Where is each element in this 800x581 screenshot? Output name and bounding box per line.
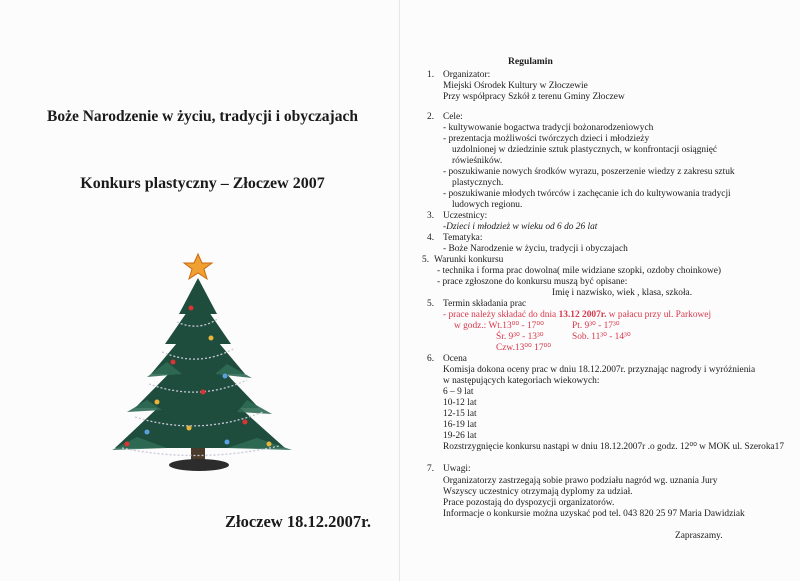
conditions-line: - technika i forma prac dowolna( mile widziane szopki, ozdoby choinkowe) (437, 266, 722, 276)
section-title: Cele: (443, 112, 463, 122)
hours-friday: Pt. 9³⁰ - 17³⁰ (572, 321, 620, 331)
age-category: 16-19 lat (443, 420, 477, 430)
goal-line: - poszukiwanie młodych twórców i zachęcanie ich do kultywowania tradycji (443, 189, 731, 199)
conditions-line: Imię i nazwisko, wiek , klasa, szkoła. (552, 288, 693, 298)
hours-thursday: Czw.13⁰⁰ 17⁰⁰ (496, 343, 552, 353)
right-page (400, 0, 800, 581)
section-number: 6. (427, 354, 435, 364)
section-number: 4. (427, 233, 435, 243)
theme-line: - Boże Narodzenie w życiu, tradycji i obyczajach (443, 244, 628, 254)
participants-line: -Dzieci i młodzież w wieku od 6 do 26 lat (443, 222, 598, 232)
section-title: Uwagi: (443, 464, 471, 474)
remarks-line: Wszyscy uczestnicy otrzymają dyplomy za udział. (443, 487, 633, 497)
goal-line: plastycznych. (452, 178, 504, 188)
deadline-line: - prace należy składać do dnia 13.12 2007r. w pałacu przy ul. Parkowej (443, 310, 712, 320)
age-category: 10-12 lat (443, 398, 477, 408)
date-place-line: Złoczew 18.12.2007r. (225, 512, 372, 531)
age-category: 12-15 lat (443, 409, 477, 419)
section-title: Ocena (443, 354, 467, 364)
organizer-cooperation: Przy współpracy Szkół z terenu Gminy Złoczew (443, 92, 625, 102)
goal-line: - poszukiwanie nowych środków wyrazu, poszerzenie wiedzy z zakresu sztuk (443, 167, 735, 177)
section-title: Organizator: (443, 70, 491, 80)
tree-branches (115, 278, 285, 448)
remarks-line: Organizatorzy zastrzegają sobie prawo podziału nagród wg. uznania Jury (443, 476, 718, 486)
section-number: 2. (427, 112, 435, 122)
section-number: 5. (427, 299, 435, 309)
section-number: 5. (422, 255, 430, 265)
organizer-name: Miejski Ośrodek Kultury w Złoczewie (443, 81, 588, 91)
contest-subtitle: Konkurs plastyczny – Złoczew 2007 (80, 175, 325, 192)
evaluation-line: w następujących kategoriach wiekowych: (443, 376, 600, 386)
age-category: 6 – 9 lat (443, 387, 474, 397)
section-title: Tematyka: (443, 233, 483, 243)
goal-line: - prezentacja możliwości twórczych dzieci i młodzieży (443, 134, 650, 144)
christmas-tree-icon (107, 252, 297, 482)
goal-line: ludowych regionu. (452, 200, 523, 210)
section-title: Termin składania prac (443, 299, 527, 309)
results-line: Rozstrzygnięcie konkursu nastąpi w dniu 18.12.2007r .o godz. 12⁰⁰ w MOK ul. Szeroka17 (443, 442, 785, 452)
goal-line: - kultywowanie bogactwa tradycji bożonarodzeniowych (443, 123, 654, 133)
section-title: Uczestnicy: (443, 211, 488, 221)
hours-saturday: Sob. 11³⁰ - 14³⁰ (572, 332, 631, 342)
section-number: 3. (427, 211, 435, 221)
hours-wednesday: Śr. 9³⁰ - 13³⁰ (496, 332, 544, 342)
age-category: 19-26 lat (443, 431, 477, 441)
goal-line: uzdolnionej w dziedzinie sztuk plastycznych, w konfrontacji osiągnięć (452, 145, 718, 155)
section-number: 1. (427, 70, 435, 80)
closing-line: Zapraszamy. (675, 531, 723, 541)
tree-star (184, 254, 212, 279)
goal-line: rówieśników. (452, 156, 503, 166)
regulations-heading: Regulamin (508, 56, 553, 67)
page-title: Boże Narodzenie w życiu, tradycji i obyczajach (47, 108, 358, 125)
conditions-line: - prace zgłoszone do konkursu muszą być opisane: (437, 277, 628, 287)
section-number: 7. (427, 464, 435, 474)
remarks-line: Prace pozostają do dyspozycji organizatorów. (443, 498, 615, 508)
section-title: Warunki konkursu (434, 255, 504, 265)
evaluation-line: Komisja dokona oceny prac w dniu 18.12.2007r. przyznając nagrody i wyróżnienia (443, 365, 756, 375)
hours-tuesday: w godz.: Wt.13⁰⁰ - 17⁰⁰ (454, 321, 544, 331)
contact-line: Informacje o konkursie można uzyskać pod tel. 043 820 25 97 Maria Dawidziak (443, 509, 745, 519)
